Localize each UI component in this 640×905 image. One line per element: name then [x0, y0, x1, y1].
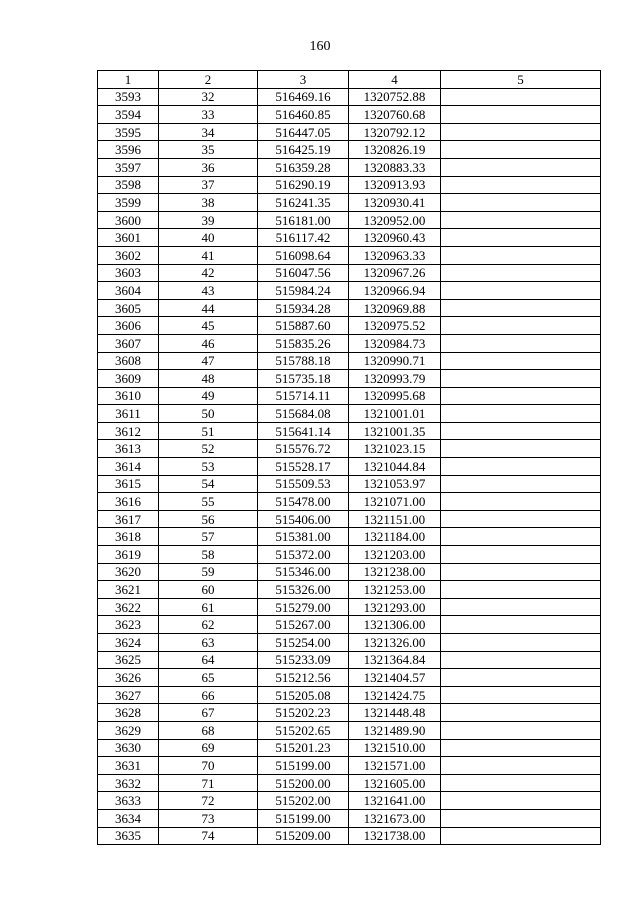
table-cell-col-1: 3622: [98, 598, 159, 616]
table-cell-col-4: 1321001.35: [349, 422, 441, 440]
table-cell-col-4: 1320967.26: [349, 264, 441, 282]
table-cell-col-3: 515984.24: [258, 282, 349, 300]
page-number: 160: [309, 39, 331, 54]
table-cell-col-1: 3612: [98, 422, 159, 440]
table-cell-col-3: 515887.60: [258, 317, 349, 335]
table-cell-col-5: [441, 475, 601, 493]
table-cell-col-4: 1321053.97: [349, 475, 441, 493]
table-cell-col-5: [441, 106, 601, 124]
table-row: [98, 370, 601, 388]
table-row: [98, 422, 601, 440]
table-cell-col-5: [441, 827, 601, 845]
table-cell-col-5: [441, 704, 601, 722]
table-cell-col-2: 50: [159, 405, 258, 423]
table-cell-col-3: 516447.05: [258, 123, 349, 141]
table-row: [98, 440, 601, 458]
table-cell-col-4: 1321489.90: [349, 721, 441, 739]
table-cell-col-3: 515201.23: [258, 739, 349, 757]
table-cell-col-4: 1320883.33: [349, 158, 441, 176]
table-cell-col-5: [441, 352, 601, 370]
table-cell-col-3: 515478.00: [258, 493, 349, 511]
table-row: [98, 774, 601, 792]
table-cell-col-1: 3609: [98, 370, 159, 388]
table-row: [98, 510, 601, 528]
table-cell-col-5: [441, 211, 601, 229]
table-cell-col-4: 1321184.00: [349, 528, 441, 546]
table-cell-col-5: [441, 739, 601, 757]
table-cell-col-1: 3632: [98, 774, 159, 792]
table-cell-col-4: 1320975.52: [349, 317, 441, 335]
table-row: [98, 546, 601, 564]
table-cell-col-5: [441, 669, 601, 687]
table-cell-col-2: 47: [159, 352, 258, 370]
table-row: [98, 194, 601, 212]
table-cell-col-5: [441, 282, 601, 300]
table-cell-col-4: 1321203.00: [349, 546, 441, 564]
table-cell-col-1: 3625: [98, 651, 159, 669]
table-cell-col-2: 69: [159, 739, 258, 757]
table-cell-col-3: 516469.16: [258, 88, 349, 106]
table-cell-col-2: 70: [159, 757, 258, 775]
table-cell-col-3: 516181.00: [258, 211, 349, 229]
table-cell-col-1: 3634: [98, 809, 159, 827]
table-cell-col-1: 3630: [98, 739, 159, 757]
table-cell-col-2: 35: [159, 141, 258, 159]
table-cell-col-5: [441, 141, 601, 159]
table-cell-col-4: 1320913.93: [349, 176, 441, 194]
table-cell-col-4: 1321293.00: [349, 598, 441, 616]
table-cell-col-2: 32: [159, 88, 258, 106]
table-cell-col-3: 515381.00: [258, 528, 349, 546]
table-cell-col-5: [441, 229, 601, 247]
table-cell-col-2: 41: [159, 246, 258, 264]
column-header-4: 4: [349, 71, 441, 89]
table-cell-col-1: 3627: [98, 686, 159, 704]
table-cell-col-5: [441, 88, 601, 106]
table-cell-col-5: [441, 246, 601, 264]
table-row: [98, 528, 601, 546]
table-cell-col-5: [441, 387, 601, 405]
table-row: [98, 598, 601, 616]
table-cell-col-1: 3614: [98, 458, 159, 476]
table-cell-col-5: [441, 616, 601, 634]
table-row: [98, 352, 601, 370]
table-cell-col-2: 39: [159, 211, 258, 229]
table-cell-col-3: 515326.00: [258, 581, 349, 599]
table-cell-col-1: 3631: [98, 757, 159, 775]
table-cell-col-1: 3597: [98, 158, 159, 176]
column-header-3: 3: [258, 71, 349, 89]
table-cell-col-2: 33: [159, 106, 258, 124]
table-cell-col-1: 3606: [98, 317, 159, 335]
table-cell-col-1: 3616: [98, 493, 159, 511]
table-cell-col-2: 43: [159, 282, 258, 300]
table-cell-col-2: 36: [159, 158, 258, 176]
table-cell-col-3: 515735.18: [258, 370, 349, 388]
table-row: [98, 792, 601, 810]
table-cell-col-4: 1321071.00: [349, 493, 441, 511]
table-cell-col-1: 3598: [98, 176, 159, 194]
table-row: [98, 88, 601, 106]
table-cell-col-5: [441, 123, 601, 141]
table-cell-col-2: 61: [159, 598, 258, 616]
table-cell-col-2: 63: [159, 634, 258, 652]
table-cell-col-5: [441, 176, 601, 194]
table-cell-col-4: 1321023.15: [349, 440, 441, 458]
table-cell-col-5: [441, 422, 601, 440]
table-cell-col-5: [441, 651, 601, 669]
table-cell-col-3: 515934.28: [258, 299, 349, 317]
column-header-2: 2: [159, 71, 258, 89]
table-cell-col-3: 515641.14: [258, 422, 349, 440]
table-cell-col-3: 515199.00: [258, 809, 349, 827]
table-cell-col-4: 1321253.00: [349, 581, 441, 599]
table-cell-col-4: 1321238.00: [349, 563, 441, 581]
table-cell-col-3: 516047.56: [258, 264, 349, 282]
table-row: [98, 299, 601, 317]
table-cell-col-1: 3604: [98, 282, 159, 300]
table-cell-col-5: [441, 634, 601, 652]
table-cell-col-4: 1320966.94: [349, 282, 441, 300]
table-cell-col-2: 74: [159, 827, 258, 845]
table-row: [98, 686, 601, 704]
table-row: [98, 264, 601, 282]
table-cell-col-4: 1320792.12: [349, 123, 441, 141]
table-cell-col-3: 515406.00: [258, 510, 349, 528]
table-row: [98, 651, 601, 669]
table-cell-col-5: [441, 757, 601, 775]
table-row: [98, 158, 601, 176]
table-cell-col-1: 3626: [98, 669, 159, 687]
table-cell-col-4: 1320969.88: [349, 299, 441, 317]
table-row: [98, 246, 601, 264]
table-cell-col-1: 3629: [98, 721, 159, 739]
table-cell-col-5: [441, 317, 601, 335]
table-row: [98, 634, 601, 652]
table-cell-col-2: 37: [159, 176, 258, 194]
table-cell-col-1: 3611: [98, 405, 159, 423]
table-cell-col-4: 1320963.33: [349, 246, 441, 264]
table-cell-col-2: 34: [159, 123, 258, 141]
table-cell-col-5: [441, 721, 601, 739]
table-cell-col-3: 515684.08: [258, 405, 349, 423]
table-cell-col-1: 3593: [98, 88, 159, 106]
table-cell-col-3: 515209.00: [258, 827, 349, 845]
table-cell-col-1: 3617: [98, 510, 159, 528]
table-cell-col-5: [441, 809, 601, 827]
table-cell-col-3: 515509.53: [258, 475, 349, 493]
table-cell-col-4: 1320960.43: [349, 229, 441, 247]
table-cell-col-1: 3608: [98, 352, 159, 370]
table-cell-col-2: 60: [159, 581, 258, 599]
table-cell-col-2: 45: [159, 317, 258, 335]
table-cell-col-2: 57: [159, 528, 258, 546]
table-cell-col-4: 1320984.73: [349, 334, 441, 352]
table-cell-col-5: [441, 264, 601, 282]
table-row: [98, 334, 601, 352]
table-cell-col-5: [441, 581, 601, 599]
table-row: [98, 229, 601, 247]
table-cell-col-1: 3635: [98, 827, 159, 845]
table-cell-col-2: 67: [159, 704, 258, 722]
table-cell-col-5: [441, 528, 601, 546]
table-cell-col-4: 1321306.00: [349, 616, 441, 634]
table-cell-col-3: 515233.09: [258, 651, 349, 669]
table-cell-col-1: 3595: [98, 123, 159, 141]
table-cell-col-5: [441, 546, 601, 564]
table-cell-col-3: 515200.00: [258, 774, 349, 792]
table-cell-col-3: 515267.00: [258, 616, 349, 634]
table-row: [98, 721, 601, 739]
table-cell-col-5: [441, 194, 601, 212]
table-cell-col-4: 1321738.00: [349, 827, 441, 845]
table-cell-col-3: 516425.19: [258, 141, 349, 159]
table-row: [98, 405, 601, 423]
table-cell-col-3: 515714.11: [258, 387, 349, 405]
table-row: [98, 106, 601, 124]
table-row: [98, 493, 601, 511]
table-row: [98, 211, 601, 229]
table-cell-col-2: 52: [159, 440, 258, 458]
table-cell-col-5: [441, 458, 601, 476]
table-cell-col-2: 68: [159, 721, 258, 739]
table-cell-col-4: 1320930.41: [349, 194, 441, 212]
table-cell-col-2: 71: [159, 774, 258, 792]
table-cell-col-4: 1321673.00: [349, 809, 441, 827]
table-cell-col-3: 515279.00: [258, 598, 349, 616]
coordinates-table: [97, 70, 601, 845]
table-cell-col-4: 1321571.00: [349, 757, 441, 775]
table-cell-col-5: [441, 686, 601, 704]
table-cell-col-4: 1321326.00: [349, 634, 441, 652]
table-cell-col-4: 1321424.75: [349, 686, 441, 704]
table-cell-col-1: 3610: [98, 387, 159, 405]
table-cell-col-1: 3623: [98, 616, 159, 634]
table-cell-col-3: 515212.56: [258, 669, 349, 687]
table-cell-col-4: 1321364.84: [349, 651, 441, 669]
table-cell-col-4: 1320990.71: [349, 352, 441, 370]
table-cell-col-4: 1320752.88: [349, 88, 441, 106]
table-cell-col-3: 516098.64: [258, 246, 349, 264]
table-cell-col-5: [441, 792, 601, 810]
table-cell-col-4: 1321151.00: [349, 510, 441, 528]
table-cell-col-5: [441, 493, 601, 511]
table-cell-col-3: 515202.65: [258, 721, 349, 739]
table-row: [98, 563, 601, 581]
table-cell-col-2: 48: [159, 370, 258, 388]
table-cell-col-3: 516460.85: [258, 106, 349, 124]
table-row: [98, 282, 601, 300]
table-cell-col-3: 515254.00: [258, 634, 349, 652]
table-cell-col-5: [441, 299, 601, 317]
table-cell-col-4: 1320760.68: [349, 106, 441, 124]
table-cell-col-2: 53: [159, 458, 258, 476]
table-cell-col-2: 44: [159, 299, 258, 317]
table-cell-col-1: 3599: [98, 194, 159, 212]
table-cell-col-1: 3594: [98, 106, 159, 124]
table-cell-col-4: 1321044.84: [349, 458, 441, 476]
table-cell-col-3: 515202.00: [258, 792, 349, 810]
table-cell-col-4: 1321448.48: [349, 704, 441, 722]
column-header-1: 1: [98, 71, 159, 89]
table-cell-col-5: [441, 405, 601, 423]
table-cell-col-3: 515528.17: [258, 458, 349, 476]
table-cell-col-2: 62: [159, 616, 258, 634]
table-cell-col-5: [441, 510, 601, 528]
table-cell-col-5: [441, 370, 601, 388]
table-cell-col-2: 65: [159, 669, 258, 687]
table-row: [98, 757, 601, 775]
table-cell-col-3: 516359.28: [258, 158, 349, 176]
table-header-row: [98, 71, 601, 89]
table-cell-col-1: 3607: [98, 334, 159, 352]
table-cell-col-2: 58: [159, 546, 258, 564]
table-cell-col-1: 3596: [98, 141, 159, 159]
table-cell-col-1: 3601: [98, 229, 159, 247]
table-cell-col-2: 59: [159, 563, 258, 581]
table-cell-col-2: 40: [159, 229, 258, 247]
table-cell-col-2: 46: [159, 334, 258, 352]
table-cell-col-3: 516241.35: [258, 194, 349, 212]
table-cell-col-5: [441, 440, 601, 458]
table-cell-col-3: 515202.23: [258, 704, 349, 722]
table-row: [98, 176, 601, 194]
table-cell-col-2: 54: [159, 475, 258, 493]
table-cell-col-3: 515576.72: [258, 440, 349, 458]
table-cell-col-3: 515205.08: [258, 686, 349, 704]
table-cell-col-2: 49: [159, 387, 258, 405]
table-cell-col-2: 55: [159, 493, 258, 511]
table-row: [98, 141, 601, 159]
table-cell-col-1: 3624: [98, 634, 159, 652]
table-cell-col-4: 1321641.00: [349, 792, 441, 810]
table-cell-col-5: [441, 563, 601, 581]
table-cell-col-5: [441, 158, 601, 176]
table-cell-col-4: 1320952.00: [349, 211, 441, 229]
table-cell-col-1: 3619: [98, 546, 159, 564]
table-cell-col-5: [441, 598, 601, 616]
table-row: [98, 458, 601, 476]
table-row: [98, 616, 601, 634]
table-row: [98, 827, 601, 845]
table-cell-col-4: 1321404.57: [349, 669, 441, 687]
table-cell-col-2: 56: [159, 510, 258, 528]
table-cell-col-2: 38: [159, 194, 258, 212]
table-cell-col-1: 3602: [98, 246, 159, 264]
table-cell-col-1: 3613: [98, 440, 159, 458]
table-cell-col-2: 64: [159, 651, 258, 669]
table-cell-col-5: [441, 334, 601, 352]
column-header-5: 5: [441, 71, 601, 89]
table-cell-col-1: 3600: [98, 211, 159, 229]
table-cell-col-4: 1321001.01: [349, 405, 441, 423]
table-cell-col-1: 3620: [98, 563, 159, 581]
table-row: [98, 809, 601, 827]
table-cell-col-2: 72: [159, 792, 258, 810]
table-cell-col-2: 66: [159, 686, 258, 704]
table-row: [98, 387, 601, 405]
table-row: [98, 739, 601, 757]
table-cell-col-1: 3615: [98, 475, 159, 493]
table-cell-col-1: 3628: [98, 704, 159, 722]
table-cell-col-4: 1321510.00: [349, 739, 441, 757]
table-row: [98, 317, 601, 335]
table-cell-col-3: 515346.00: [258, 563, 349, 581]
table-cell-col-1: 3618: [98, 528, 159, 546]
table-cell-col-1: 3633: [98, 792, 159, 810]
table-cell-col-3: 515199.00: [258, 757, 349, 775]
table-cell-col-2: 42: [159, 264, 258, 282]
table-cell-col-2: 73: [159, 809, 258, 827]
table-cell-col-3: 516290.19: [258, 176, 349, 194]
table-cell-col-4: 1320993.79: [349, 370, 441, 388]
table-cell-col-3: 515835.26: [258, 334, 349, 352]
table-cell-col-1: 3603: [98, 264, 159, 282]
table-row: [98, 475, 601, 493]
table-row: [98, 123, 601, 141]
table-cell-col-4: 1320995.68: [349, 387, 441, 405]
table-cell-col-3: 515788.18: [258, 352, 349, 370]
table-cell-col-3: 516117.42: [258, 229, 349, 247]
table-cell-col-5: [441, 774, 601, 792]
table-row: [98, 581, 601, 599]
table-body: [98, 88, 601, 845]
table-cell-col-1: 3621: [98, 581, 159, 599]
table-cell-col-4: 1320826.19: [349, 141, 441, 159]
table-row: [98, 704, 601, 722]
table-cell-col-2: 51: [159, 422, 258, 440]
table-row: [98, 669, 601, 687]
table-cell-col-4: 1321605.00: [349, 774, 441, 792]
table-cell-col-3: 515372.00: [258, 546, 349, 564]
table-cell-col-1: 3605: [98, 299, 159, 317]
